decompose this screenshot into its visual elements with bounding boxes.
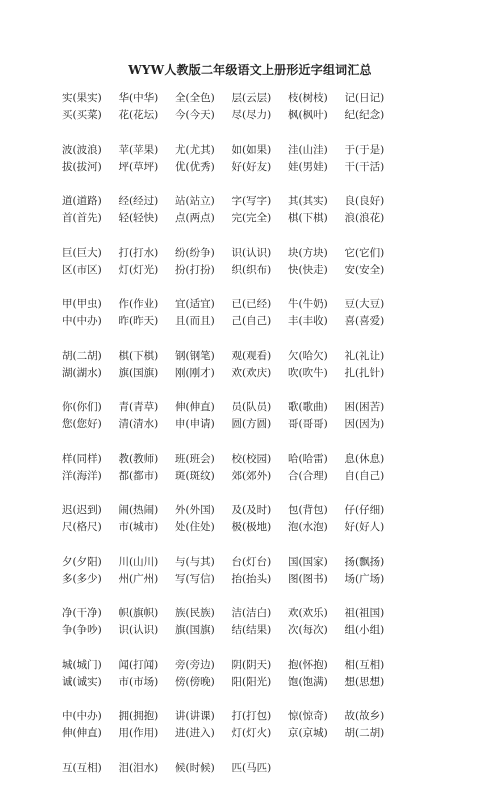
word-entry: 合(合理)	[288, 469, 328, 482]
word-entry: 阳(阳光)	[231, 675, 272, 688]
word-group	[62, 142, 500, 176]
word-row	[62, 159, 500, 176]
word-entry: 灯(灯光)	[118, 263, 159, 276]
word-entry: 浪(浪花)	[344, 212, 385, 224]
word-group	[62, 348, 500, 382]
word-entry: 旗(国旗)	[118, 366, 159, 379]
word-entry: 相(互相)	[344, 658, 385, 671]
word-entry: 州(广州)	[118, 572, 159, 585]
word-entry: 外(外国)	[175, 504, 215, 516]
word-entry: 困(困苦)	[344, 401, 385, 413]
word-entry: 喜(喜爱)	[344, 315, 385, 327]
word-entry: 尺(格尺)	[62, 521, 102, 533]
word-entry: 写(写信)	[175, 572, 215, 585]
word-entry: 国(国家)	[288, 555, 328, 568]
word-row	[62, 193, 500, 210]
word-entry: 娃(男娃)	[288, 160, 328, 173]
word-row	[62, 708, 500, 725]
word-entry: 员(队员)	[231, 401, 272, 413]
word-entry: 洁(洁白)	[231, 607, 272, 619]
word-entry: 匹(马匹)	[231, 761, 272, 774]
word-group	[62, 90, 500, 124]
word-entry: 如(如果)	[231, 143, 272, 156]
word-entry: 好(好人)	[344, 521, 385, 533]
word-row	[62, 657, 500, 674]
word-entry: 枝(树枝)	[288, 92, 328, 104]
word-entry: 快(快走)	[288, 263, 328, 276]
word-entry: 候(时候)	[175, 761, 215, 774]
word-entry: 川(山川)	[118, 555, 159, 568]
word-entry: 于(于是)	[344, 143, 385, 156]
word-entry: 市(市场)	[118, 675, 159, 688]
word-entry: 极(极地)	[231, 521, 272, 533]
word-groups	[62, 90, 500, 794]
word-row	[62, 554, 500, 571]
word-entry: 丰(丰收)	[288, 315, 328, 327]
word-entry: 夕(夕阳)	[62, 555, 102, 568]
word-entry: 欢(欢乐)	[288, 607, 328, 619]
word-entry: 且(而且)	[175, 315, 215, 327]
word-entry: 尤(尤其)	[175, 143, 215, 156]
word-row	[62, 365, 500, 382]
word-entry: 次(每次)	[288, 624, 328, 636]
word-entry: 争(争吵)	[62, 624, 102, 636]
word-entry: 多(多少)	[62, 572, 102, 585]
word-entry: 拥(拥抱)	[118, 710, 159, 722]
word-entry: 京(京城)	[288, 727, 328, 739]
word-entry: 抱(怀抱)	[288, 658, 328, 671]
word-row	[62, 313, 500, 330]
word-group	[62, 399, 500, 433]
word-entry: 打(打包)	[231, 710, 272, 722]
word-entry: 城(城门)	[62, 658, 102, 671]
word-entry: 实(果实)	[62, 92, 102, 104]
word-entry: 华(中华)	[118, 92, 159, 104]
word-entry: 班(班会)	[175, 452, 215, 465]
word-group	[62, 193, 500, 227]
word-entry: 轻(轻快)	[118, 212, 159, 224]
word-entry: 区(市区)	[62, 263, 102, 276]
word-row	[62, 451, 500, 468]
word-entry: 识(认识)	[231, 246, 272, 259]
word-entry: 傍(傍晚)	[175, 675, 215, 688]
word-entry: 包(背包)	[288, 504, 328, 516]
word-entry: 组(小组)	[344, 624, 385, 636]
word-entry: 你(你们)	[62, 401, 102, 413]
word-entry: 波(波浪)	[62, 143, 102, 156]
word-entry: 伸(伸直)	[175, 401, 215, 413]
word-row	[62, 245, 500, 262]
word-entry: 枫(枫叶)	[288, 109, 328, 121]
word-entry: 作(作业)	[118, 298, 159, 310]
word-entry: 其(其实)	[288, 195, 328, 207]
word-entry: 今(今天)	[175, 109, 215, 121]
word-entry: 经(经过)	[118, 195, 159, 207]
word-entry: 讲(讲课)	[175, 710, 215, 722]
word-row	[62, 399, 500, 416]
word-entry: 与(与其)	[175, 555, 215, 568]
word-entry: 胡(二胡)	[62, 349, 102, 362]
word-entry: 仔(仔细)	[344, 504, 385, 516]
document-title: WYW人教版二年级语文上册形近字组词汇总	[128, 63, 372, 77]
word-entry: 层(云层)	[231, 92, 272, 104]
word-entry: 您(您好)	[62, 418, 102, 430]
word-entry: 清(清水)	[118, 418, 159, 430]
word-entry: 台(灯台)	[231, 555, 272, 568]
word-entry: 观(观看)	[231, 349, 272, 362]
word-entry: 图(图书)	[288, 572, 328, 585]
word-entry: 牛(牛奶)	[288, 298, 328, 310]
word-entry: 息(休息)	[344, 452, 385, 465]
word-entry: 豆(大豆)	[344, 298, 385, 310]
word-entry: 用(作用)	[118, 727, 159, 739]
word-entry: 郊(郊外)	[231, 469, 272, 482]
word-entry: 打(打水)	[118, 246, 159, 259]
word-entry: 场(广场)	[344, 572, 385, 585]
word-entry: 净(干净)	[62, 607, 102, 619]
word-group	[62, 451, 500, 485]
word-entry: 道(道路)	[62, 195, 102, 207]
word-entry: 中(中办)	[62, 710, 102, 722]
word-entry: 尽(尽力)	[231, 109, 272, 121]
word-entry: 纷(纷争)	[175, 246, 215, 259]
word-entry: 自(自己)	[344, 469, 385, 482]
word-entry: 记(日记)	[344, 92, 385, 104]
word-entry: 刚(刚才)	[175, 366, 215, 379]
word-entry: 钢(钢笔)	[175, 349, 215, 362]
word-row	[62, 416, 500, 433]
word-entry: 洼(山洼)	[288, 143, 328, 156]
word-group	[62, 554, 500, 588]
word-row	[62, 674, 500, 691]
word-entry: 站(站立)	[175, 195, 215, 207]
word-entry: 已(已经)	[231, 298, 272, 310]
word-entry: 首(首先)	[62, 212, 102, 224]
word-group	[62, 760, 500, 777]
word-entry: 胡(二胡)	[344, 727, 385, 739]
word-entry: 泡(水泡)	[288, 521, 328, 533]
word-entry: 优(优秀)	[175, 160, 215, 173]
word-entry: 洋(海洋)	[62, 469, 102, 482]
word-entry: 祖(祖国)	[344, 607, 385, 619]
word-group	[62, 708, 500, 742]
word-entry: 诚(诚实)	[62, 675, 102, 688]
word-entry: 苹(苹果)	[118, 143, 159, 156]
word-row	[62, 502, 500, 519]
word-row	[62, 142, 500, 159]
word-entry: 帜(旗帜)	[118, 607, 159, 619]
word-entry: 礼(礼让)	[344, 349, 385, 362]
word-entry: 干(干活)	[344, 160, 385, 173]
word-entry: 处(住处)	[175, 521, 215, 533]
word-entry: 进(进入)	[175, 727, 215, 739]
word-entry: 哈(哈雷)	[288, 452, 328, 465]
word-entry: 它(它们)	[344, 246, 385, 259]
word-group	[62, 605, 500, 639]
word-entry: 拔(拔河)	[62, 160, 102, 173]
word-entry: 族(民族)	[175, 607, 215, 619]
word-row	[62, 725, 500, 742]
word-entry: 迟(迟到)	[62, 504, 102, 516]
word-group	[62, 657, 500, 691]
word-entry: 扮(打扮)	[175, 263, 215, 276]
word-entry: 织(织布)	[231, 263, 272, 276]
word-entry: 饱(饱满)	[288, 675, 328, 688]
word-entry: 都(都市)	[118, 469, 159, 482]
word-entry: 教(教师)	[118, 452, 159, 465]
word-entry: 棋(下棋)	[288, 212, 328, 224]
word-entry: 全(全色)	[175, 92, 215, 104]
word-entry: 惊(惊奇)	[288, 710, 328, 722]
word-entry: 好(好友)	[231, 160, 272, 173]
word-entry: 安(安全)	[344, 263, 385, 276]
word-row	[62, 571, 500, 588]
word-row	[62, 348, 500, 365]
word-row	[62, 107, 500, 124]
word-entry: 欠(哈欠)	[288, 349, 328, 362]
word-entry: 因(因为)	[344, 418, 385, 430]
word-entry: 巨(巨大)	[62, 246, 102, 259]
word-entry: 互(互相)	[62, 761, 102, 774]
word-entry: 想(思想)	[344, 675, 385, 688]
word-entry: 圆(方圆)	[231, 418, 272, 430]
word-entry: 扬(飘扬)	[344, 555, 385, 568]
word-entry: 昨(昨天)	[118, 315, 159, 327]
word-entry: 字(写字)	[231, 195, 272, 207]
word-entry: 块(方块)	[288, 246, 328, 259]
word-entry: 斑(斑纹)	[175, 469, 215, 482]
word-entry: 己(自己)	[231, 315, 272, 327]
word-entry: 歌(歌曲)	[288, 401, 328, 413]
word-entry: 结(结果)	[231, 624, 272, 636]
word-entry: 纪(纪念)	[344, 109, 385, 121]
word-row	[62, 296, 500, 313]
word-entry: 青(青草)	[118, 401, 159, 413]
word-entry: 甲(甲虫)	[62, 298, 102, 310]
word-group	[62, 502, 500, 536]
word-row	[62, 468, 500, 485]
word-entry: 闹(热闹)	[118, 504, 159, 516]
word-row	[62, 90, 500, 107]
word-entry: 欢(欢庆)	[231, 366, 272, 379]
word-entry: 坪(草坪)	[118, 160, 159, 173]
word-row	[62, 519, 500, 536]
word-entry: 闻(打闻)	[118, 658, 159, 671]
word-entry: 灯(灯火)	[231, 727, 272, 739]
word-row	[62, 760, 500, 777]
word-entry: 及(及时)	[231, 504, 272, 516]
word-entry: 样(同样)	[62, 452, 102, 465]
word-entry: 点(两点)	[175, 212, 215, 224]
word-entry: 宜(适宜)	[175, 298, 215, 310]
word-entry: 泪(泪水)	[118, 761, 159, 774]
word-entry: 伸(伸直)	[62, 727, 102, 739]
word-entry: 故(故乡)	[344, 710, 385, 722]
word-entry: 扎(扎针)	[344, 366, 385, 379]
word-entry: 良(良好)	[344, 195, 385, 207]
word-row	[62, 605, 500, 622]
word-entry: 市(城市)	[118, 521, 159, 533]
word-entry: 抬(抬头)	[231, 572, 272, 585]
word-row	[62, 262, 500, 279]
word-entry: 旗(国旗)	[175, 624, 215, 636]
word-entry: 旁(旁边)	[175, 658, 215, 671]
word-row	[62, 622, 500, 639]
word-group	[62, 296, 500, 330]
word-entry: 校(校园)	[231, 452, 272, 465]
word-entry: 棋(下棋)	[118, 349, 159, 362]
word-group	[62, 245, 500, 279]
word-entry: 吹(吹牛)	[288, 366, 328, 379]
word-entry: 湖(湖水)	[62, 366, 102, 379]
word-row	[62, 210, 500, 227]
word-entry: 中(中办)	[62, 315, 102, 327]
word-entry: 花(花坛)	[118, 109, 159, 121]
word-entry: 阴(阴天)	[231, 658, 272, 671]
word-entry: 申(申请)	[175, 418, 215, 430]
word-entry: 完(完全)	[231, 212, 272, 224]
word-entry: 识(认识)	[118, 624, 159, 636]
word-entry: 买(买菜)	[62, 109, 102, 121]
word-entry: 哥(哥哥)	[288, 418, 328, 430]
